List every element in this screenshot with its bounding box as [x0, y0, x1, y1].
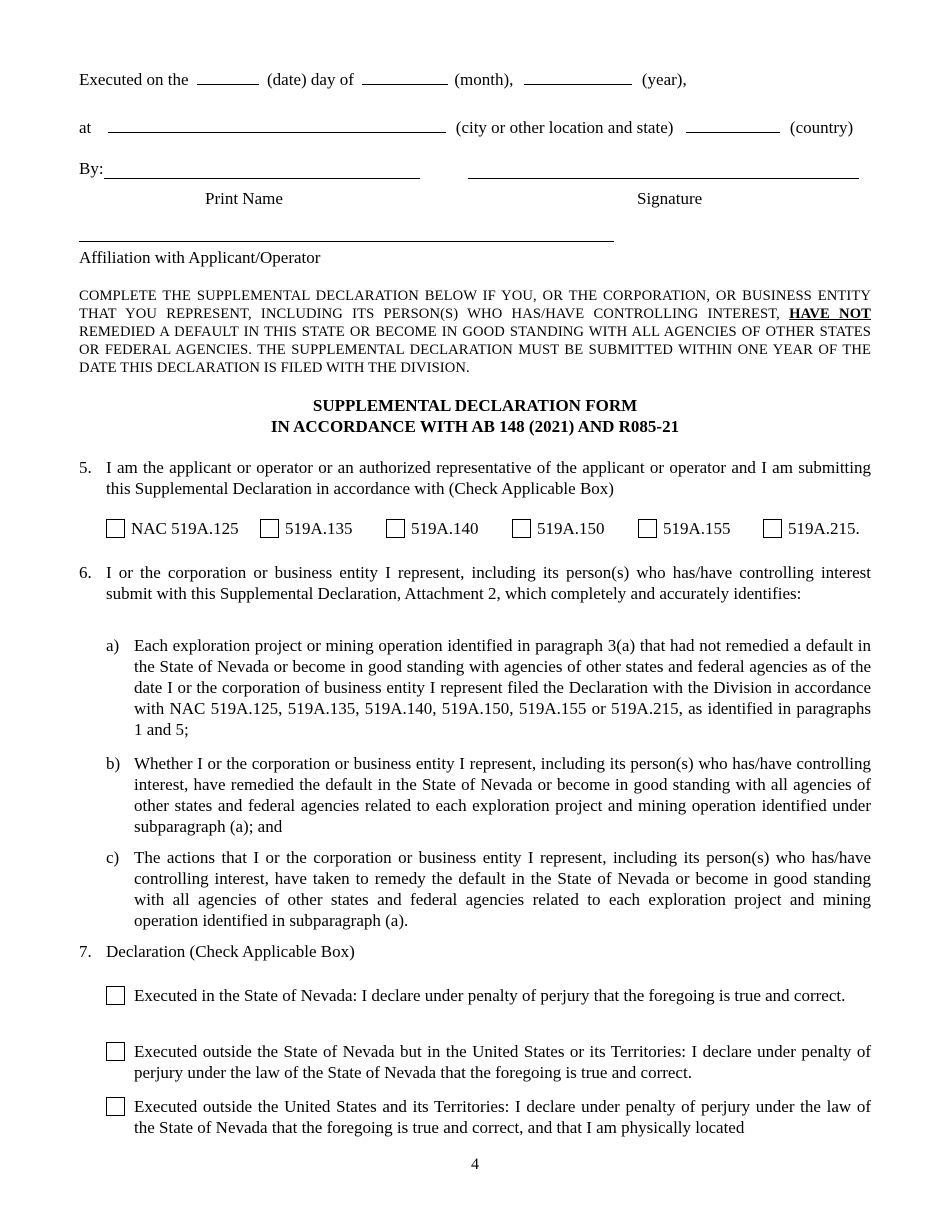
subitem-label: c) [106, 848, 120, 867]
item-7-number: 7. [79, 942, 92, 961]
item-5-number: 5. [79, 458, 92, 477]
declaration-text: Executed outside the State of Nevada but in the United States or its Territories: I declare under penalty of perjury under the law of the State of Nevada that the foregoing is true and correct. [134, 1042, 871, 1082]
country-field[interactable] [686, 118, 780, 133]
checkbox[interactable] [763, 519, 782, 538]
option-519a-215[interactable] [763, 519, 860, 539]
subitem-a [106, 635, 871, 740]
option-519a-150[interactable] [512, 519, 605, 539]
item-6 [79, 562, 871, 604]
subitem-b [106, 753, 871, 837]
notice-text-1: COMPLETE THE SUPPLEMENTAL DECLARATION BELOW IF YOU, OR THE CORPORATION, OR BUSINESS ENTITY THAT YOU REPRESENT, INCLUDING ITS PERSON(S) WHO HAS/HAVE CONTROLLING INTEREST, [79, 288, 871, 322]
checkbox-label: NAC 519A.125 [131, 519, 239, 538]
signature-field[interactable] [468, 178, 859, 179]
checkbox[interactable] [106, 519, 125, 538]
declaration-text: Executed outside the United States and its Territories: I declare under penalty of perjury under the law of the State of Nevada that the foregoing is true and correct, and that I am physically located [134, 1097, 871, 1137]
declaration-option-outside-us [106, 1096, 871, 1138]
executed-on-label: Executed on the [79, 70, 189, 89]
item-6-number: 6. [79, 563, 92, 582]
print-name-field[interactable] [104, 178, 420, 179]
date-label: (date) day of [267, 70, 354, 89]
option-519a-135[interactable] [260, 519, 353, 539]
subitem-label: b) [106, 754, 121, 773]
checkbox-label: 519A.155 [663, 519, 731, 538]
page-number: 4 [471, 1156, 479, 1173]
at-label: at [79, 118, 92, 137]
month-label: (month), [454, 70, 514, 89]
subitem-c [106, 847, 871, 931]
executed-on-line [79, 70, 687, 90]
checkbox[interactable] [260, 519, 279, 538]
notice-text-2: REMEDIED A DEFAULT IN THIS STATE OR BECOME IN GOOD STANDING WITH ALL AGENCIES OF OTHER STATES OR FEDERAL AGENCIES. THE SUPPLEMENTAL DECLARATION MUST BE SUBMITTED WITHIN ONE YEAR OF THE DATE THIS DECLARATION IS FILED WITH THE DIVISION. [79, 324, 871, 376]
city-label: (city or other location and state) [455, 118, 674, 137]
notice-emphasis: HAVE NOT [789, 306, 871, 322]
declaration-option-us-territories [106, 1041, 871, 1083]
checkbox[interactable] [638, 519, 657, 538]
print-name-label: Print Name [205, 189, 283, 208]
option-519a-140[interactable] [386, 519, 479, 539]
checkbox[interactable] [512, 519, 531, 538]
form-heading-line1: SUPPLEMENTAL DECLARATION FORM [312, 396, 638, 415]
checkbox-label: 519A.215. [788, 519, 860, 538]
year-field[interactable] [524, 70, 632, 85]
location-line [79, 118, 853, 138]
checkbox[interactable] [106, 986, 125, 1005]
date-field[interactable] [197, 70, 259, 85]
item-6-text: I or the corporation or business entity I represent, including its person(s) who has/have controlling interest submit with this Supplemental Declaration, Attachment 2, which completely and accurately identifies: [106, 563, 871, 603]
option-519a-155[interactable] [638, 519, 731, 539]
year-label: (year), [641, 70, 687, 89]
affiliation-label: Affiliation with Applicant/Operator [79, 248, 321, 267]
checkbox[interactable] [386, 519, 405, 538]
item-7-text: Declaration (Check Applicable Box) [106, 942, 355, 961]
regulation-checkbox-row [106, 519, 871, 543]
country-label: (country) [789, 118, 854, 137]
subitem-label: a) [106, 636, 120, 655]
item-5 [79, 457, 871, 499]
item-5-text: I am the applicant or operator or an authorized representative of the applicant or operator and I am submitting this Supplemental Declaration in accordance with (Check Applicable Box) [106, 458, 871, 498]
subitem-text: Whether I or the corporation or business entity I represent, including its person(s) who has/have controlling interest, have remedied the default in the State of Nevada or become in good standing with all agencies of other states and federal agencies related to each exploration project and mining operation identified under subparagraph (a); and [134, 754, 871, 836]
checkbox[interactable] [106, 1042, 125, 1061]
declaration-text: Executed in the State of Nevada: I declare under penalty of perjury that the foregoing is true and correct. [134, 986, 846, 1005]
checkbox-label: 519A.140 [411, 519, 479, 538]
checkbox-label: 519A.135 [285, 519, 353, 538]
affiliation-field[interactable] [79, 241, 614, 242]
item-7 [79, 941, 871, 962]
subitem-text: The actions that I or the corporation or business entity I represent, including its person(s) who has/have controlling interest, have taken to remedy the default in the State of Nevada or become in good standing with all agencies of other states and federal agencies related to each exploration project and mining operation identified in subparagraph (a). [134, 848, 871, 930]
month-field[interactable] [362, 70, 448, 85]
declaration-option-nevada [106, 985, 871, 1006]
subitem-text: Each exploration project or mining operation identified in paragraph 3(a) that had not remedied a default in the State of Nevada or become in good standing with agencies of other states and federal agencies as of the date I or the corporation of business entity I represent filed the Declaration with the Division in accordance with NAC 519A.125, 519A.135, 519A.140, 519A.150, 519A.155 or 519A.215, as identified in paragraphs 1 and 5; [134, 636, 871, 739]
form-heading-line2: IN ACCORDANCE WITH AB 148 (2021) AND R085-21 [270, 417, 680, 436]
option-nac-519a-125[interactable] [106, 519, 239, 539]
checkbox[interactable] [106, 1097, 125, 1116]
checkbox-label: 519A.150 [537, 519, 605, 538]
by-label: By: [79, 159, 104, 178]
city-field[interactable] [108, 118, 446, 133]
signature-label: Signature [637, 189, 703, 208]
supplemental-notice [79, 287, 871, 377]
